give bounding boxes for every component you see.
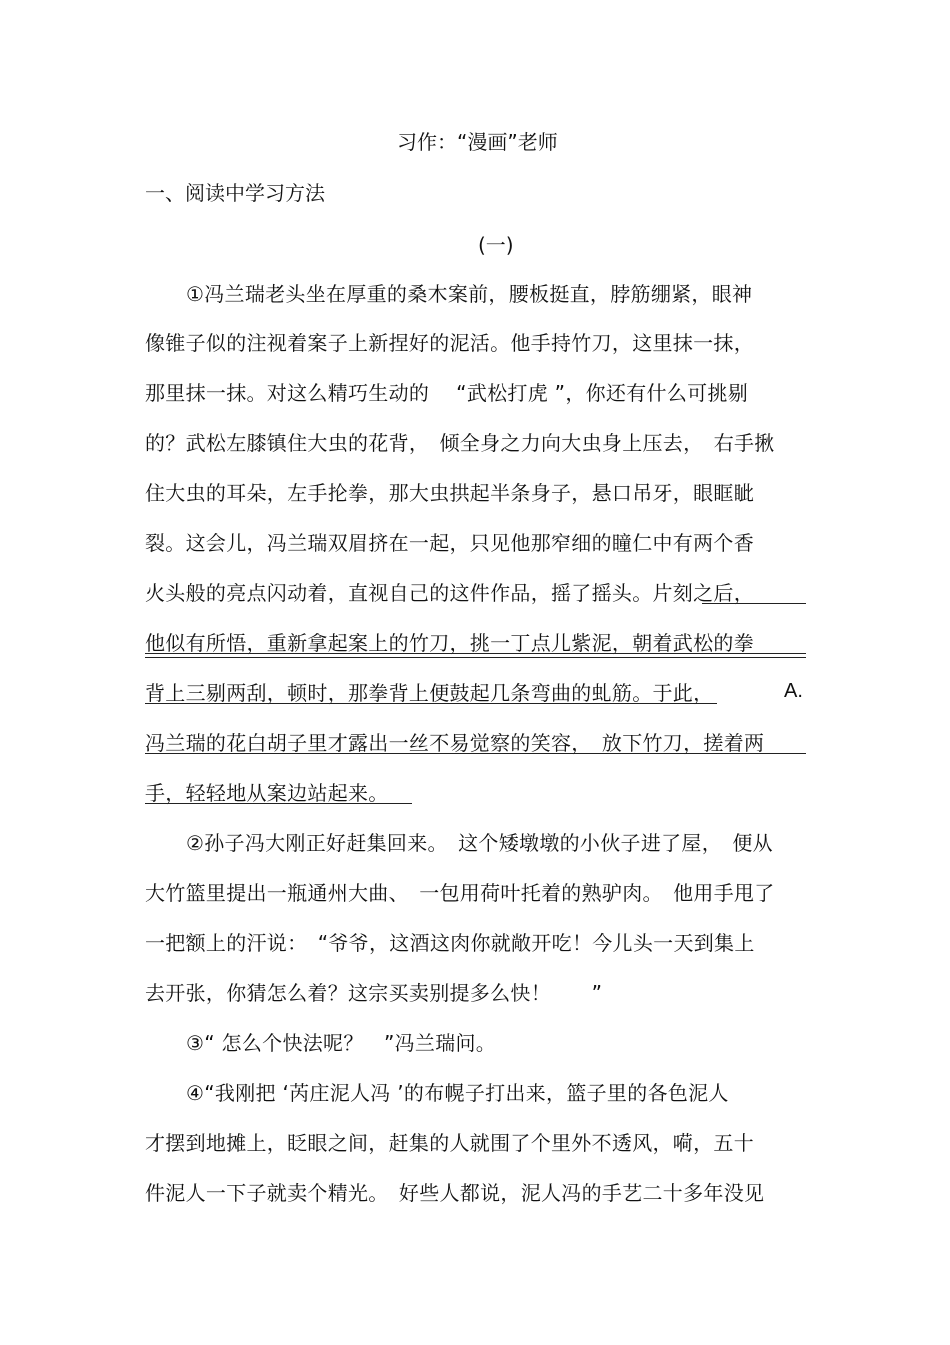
paragraph-line: ④“我刚把 ‘芮庄泥人冯 ’的布幌子打出来，篮子里的各色泥人	[186, 1081, 729, 1105]
paragraph-line: 那里抹一抹。对这么精巧生动的 “武松打虎 ”，你还有什么可挑剔	[145, 381, 749, 405]
paragraph-line: 才摆到地摊上，眨眼之间，赶集的人就围了个里外不透风，嗬，五十	[145, 1131, 754, 1155]
paragraph-line: ②孙子冯大刚正好赶集回来。 这个矮墩墩的小伙子进了屋， 便从	[186, 831, 773, 855]
underlined-line: 背上三剔两刮，顿时，那拳背上便鼓起几条弯曲的虬筋。于此，	[145, 681, 714, 705]
underlined-line: 手，轻轻地从案边站起来。	[145, 781, 389, 805]
paragraph-line: 裂。这会儿，冯兰瑞双眉挤在一起，只见他那窄细的瞳仁中有两个香	[145, 531, 754, 555]
underlined-line: 他似有所悟，重新拿起案上的竹刀，挑一丁点儿紫泥，朝着武松的拳	[145, 631, 754, 655]
passage-number: (一)	[478, 233, 514, 257]
paragraph-line: 件泥人一下子就卖个精光。 好些人都说，泥人冯的手艺二十多年没见	[145, 1181, 765, 1205]
paragraph-line: ①冯兰瑞老头坐在厚重的桑木案前，腰板挺直，脖筋绷紧，眼神	[186, 282, 753, 306]
underline-rule	[702, 603, 806, 604]
page-title: 习作：“漫画”老师	[397, 130, 558, 154]
underline-rule	[145, 653, 806, 654]
underline-rule	[145, 703, 717, 704]
underline-rule	[145, 753, 806, 754]
paragraph-line: 住大虫的耳朵，左手抡拳，那大虫拱起半条身子，悬口吊牙，眼眶眦	[145, 481, 754, 505]
paragraph-line: ③“ 怎么个快法呢？ ”冯兰瑞问。	[186, 1031, 497, 1055]
paragraph-line: 去开张，你猜怎么着？这宗买卖别提多么快！ ”	[145, 981, 603, 1005]
paragraph-line: 大竹篮里提出一瓶通州大曲、 一包用荷叶托着的熟驴肉。 他用手甩了	[145, 881, 775, 905]
paragraph-line: 像锥子似的注视着案子上新捏好的泥活。他手持竹刀，这里抹一抹，	[145, 331, 754, 355]
paragraph-line: 火头般的亮点闪动着，直视自己的这件作品，摇了摇头。片刻之后，	[145, 581, 754, 605]
section-heading: 一、阅读中学习方法	[145, 181, 325, 205]
underline-rule	[145, 803, 412, 804]
underlined-line: 冯兰瑞的花白胡子里才露出一丝不易觉察的笑容， 放下竹刀，搓着两	[145, 731, 765, 755]
paragraph-line: 的？武松左膝镇住大虫的花背， 倾全身之力向大虫身上压去， 右手揪	[145, 431, 775, 455]
paragraph-line: 一把额上的汗说： “爷爷，这酒这肉你就敞开吃！今儿头一天到集上	[145, 931, 755, 955]
answer-marker: A.	[784, 680, 803, 702]
underline-rule	[145, 657, 806, 658]
